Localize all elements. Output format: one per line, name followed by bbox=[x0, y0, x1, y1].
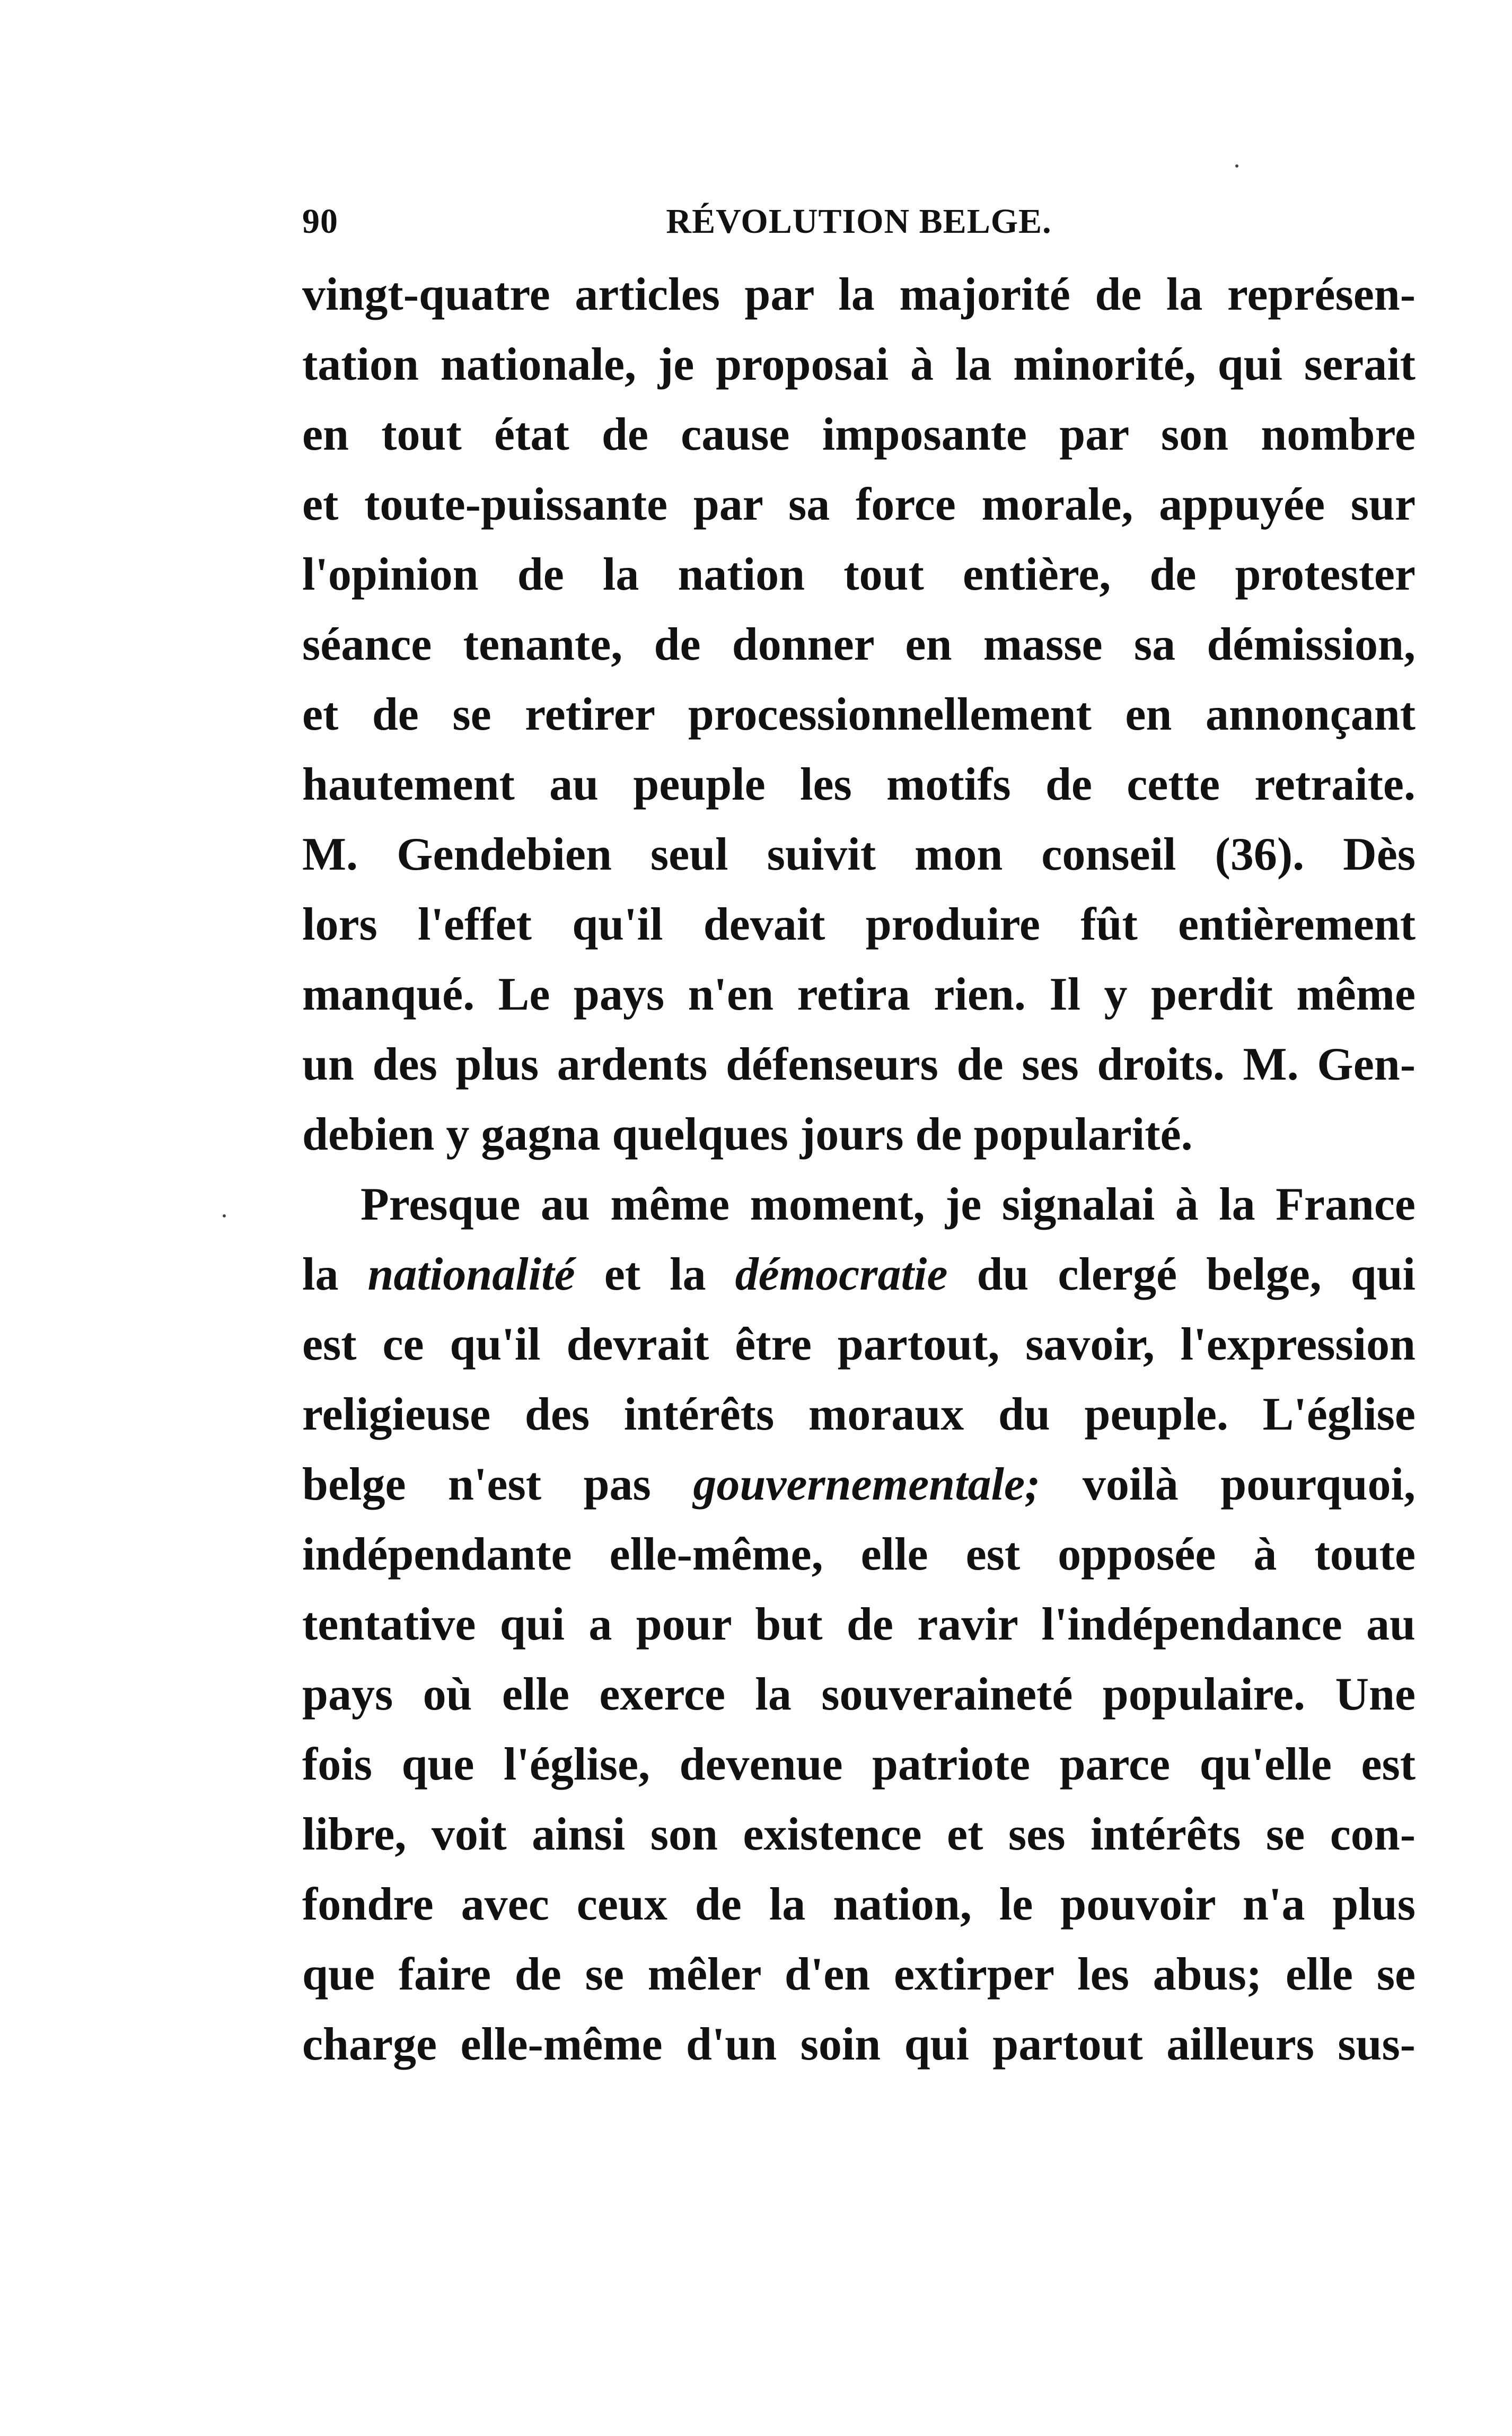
text-line: M. Gendebien seul suivit mon conseil (36). Dès bbox=[302, 829, 1416, 880]
page-number: 90 bbox=[302, 202, 338, 241]
paper-speck bbox=[1235, 164, 1238, 168]
running-title: RÉVOLUTION BELGE. bbox=[666, 202, 1052, 241]
text-fragment: du clergé belge, qui bbox=[947, 1249, 1416, 1300]
text-line: debien y gagna quelques jours de popularité. bbox=[302, 1109, 1193, 1160]
text-line: religieuse des intérêts moraux du peuple. L'église bbox=[302, 1389, 1416, 1440]
text-line: pays où elle exerce la souveraineté populaire. Une bbox=[302, 1669, 1416, 1720]
text-line: libre, voit ainsi son existence et ses intérêts se con- bbox=[302, 1809, 1416, 1860]
text-line: et toute-puissante par sa force morale, appuyée sur bbox=[302, 479, 1416, 530]
text-line: indépendante elle-même, elle est opposée à toute bbox=[302, 1529, 1416, 1580]
text-line: un des plus ardents défenseurs de ses droits. M. Gen- bbox=[302, 1039, 1416, 1090]
italic-term: gouvernementale; bbox=[693, 1459, 1041, 1510]
text-line: l'opinion de la nation tout entière, de protester bbox=[302, 549, 1416, 600]
text-fragment: belge n'est pas bbox=[302, 1459, 693, 1510]
text-line: vingt-quatre articles par la majorité de la représen- bbox=[302, 269, 1416, 320]
book-page bbox=[302, 201, 1416, 2080]
text-line: tentative qui a pour but de ravir l'indépendance au bbox=[302, 1599, 1416, 1650]
text-line: fois que l'église, devenue patriote parce qu'elle est bbox=[302, 1739, 1416, 1790]
text-line: et de se retirer processionnellement en annonçant bbox=[302, 689, 1416, 740]
text-fragment: voilà pourquoi, bbox=[1040, 1459, 1416, 1510]
text-line: manqué. Le pays n'en retira rien. Il y perdit même bbox=[302, 969, 1416, 1020]
text-line: lors l'effet qu'il devait produire fût entièrement bbox=[302, 899, 1416, 950]
running-header bbox=[302, 201, 1416, 260]
italic-term: nationalité bbox=[367, 1249, 575, 1300]
text-line: hautement au peuple les motifs de cette retraite. bbox=[302, 759, 1416, 810]
paragraph-2 bbox=[302, 1170, 1416, 2080]
text-line: séance tenante, de donner en masse sa démission, bbox=[302, 619, 1416, 670]
paper-speck bbox=[223, 1214, 226, 1217]
text-line: en tout état de cause imposante par son nombre bbox=[302, 409, 1416, 460]
paragraph-1 bbox=[302, 260, 1416, 1170]
text-fragment: et la bbox=[575, 1249, 735, 1300]
text-line bbox=[302, 1240, 1416, 1310]
text-line bbox=[302, 1450, 1416, 1520]
text-line: charge elle-même d'un soin qui partout ailleurs sus- bbox=[302, 2019, 1416, 2070]
text-line: est ce qu'il devrait être partout, savoir, l'expression bbox=[302, 1319, 1416, 1370]
text-line: tation nationale, je proposai à la minorité, qui serait bbox=[302, 339, 1416, 390]
text-fragment: la bbox=[302, 1249, 368, 1300]
text-line: fondre avec ceux de la nation, le pouvoir n'a plus bbox=[302, 1879, 1416, 1930]
text-line: que faire de se mêler d'en extirper les abus; elle se bbox=[302, 1949, 1416, 2000]
text-line: Presque au même moment, je signalai à la France bbox=[361, 1179, 1416, 1230]
italic-term: démocratie bbox=[735, 1249, 948, 1300]
